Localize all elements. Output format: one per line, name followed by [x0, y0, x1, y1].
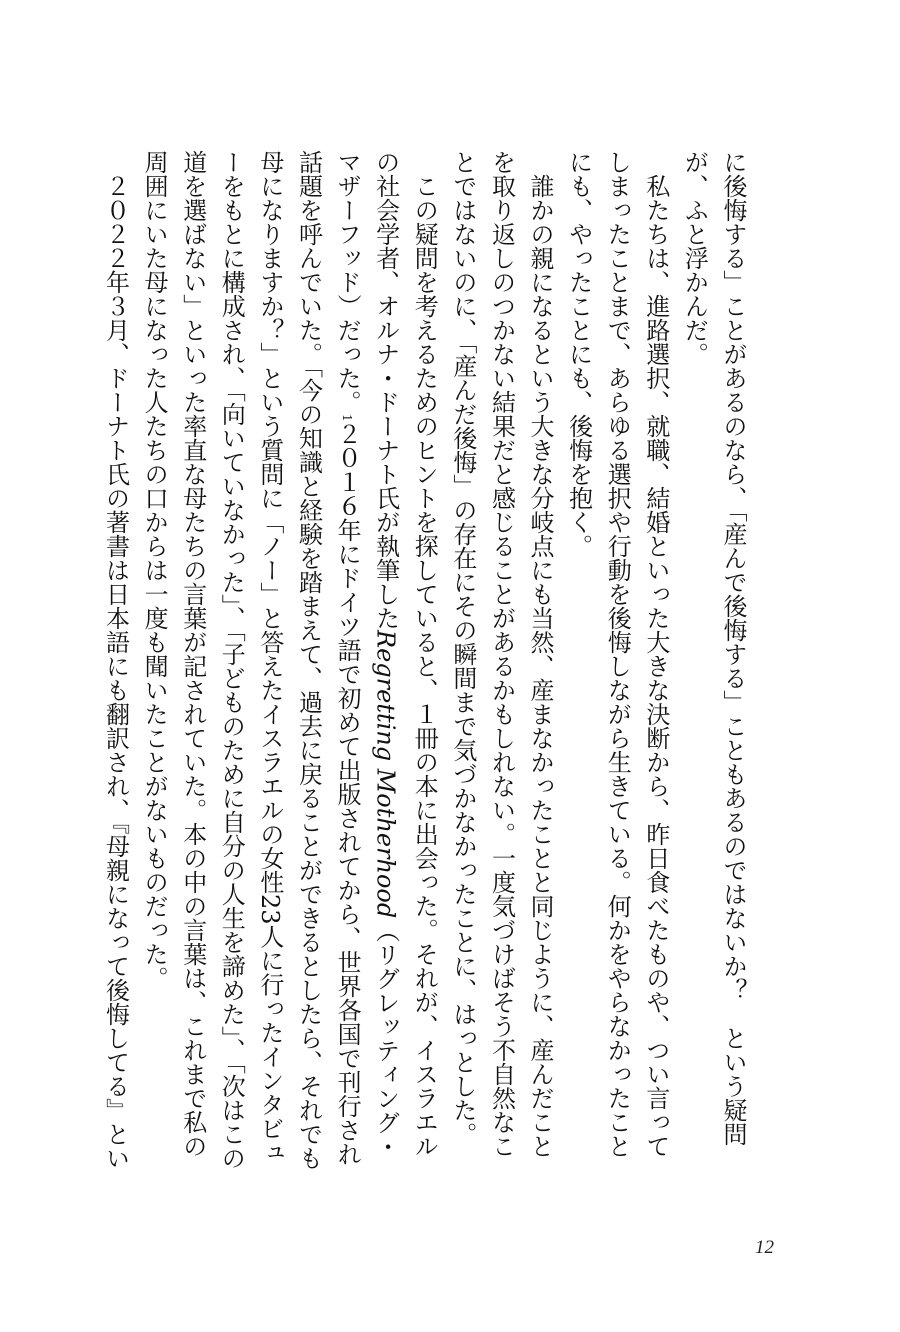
page-number: 12 [755, 1237, 774, 1258]
book-title-latin: Regretting Motherhood [371, 630, 400, 919]
paragraph-3: 誰かの親になるという大きな分岐点にも当然、産まなかったことと同じように、産んだことを取り返しのつかない結果だと感じることがあるかもしれない。一度気づけばそう不自然なことではないのに、「産んだ後悔」の存在にその瞬間まで気づかなかったことに、はっとした。 [448, 150, 555, 1158]
footnote-marker: 1 [340, 414, 355, 422]
paragraph-4-part-b: （リグレッティング・マザーフッド）だった。 [333, 150, 400, 1159]
paragraph-4 [135, 150, 444, 1170]
paragraph-1: に後悔する」ことがあるのなら、「産んで後悔する」こともあるのではないか？ という疑問が、ふと浮かんだ。 [680, 150, 747, 1146]
paragraph-4-part-c: ２０１６年にドイツ語で初めて出版されてから、世界各国で刊行され話題を呼んでいた。「今の知識と経験を踏まえて、過去に戻ることができるとしたら、それでも母になりますか？」という質問に「ノー」と答えたイスラエルの女性23人に行ったインタビューをもとに構成され、「向いていなかった」、「子どものために自分の人生を諦めた」、「次はこの道を選ばない」といった率直な母たちの言葉が記されていた。本の中の言葉は、これまで私の周囲にいた母になった人たちの口からは一度も聞いたことがないものだった。 [140, 150, 362, 1170]
paragraph-2: 私たちは、進路選択、就職、結婚といった大きな決断から、昨日食べたものや、つい言ってしまったことまで、あらゆる選択や行動を後悔しながら生きている。何かをやらなかったことにも、やったことにも、後悔を抱く。 [564, 150, 670, 1158]
paragraph-4-part-a: この疑問を考えるためのヒントを探していると、１冊の本に出会った。それが、イスラエルの社会学者、オルナ・ドーナト氏が執筆した [371, 150, 439, 1158]
paragraph-5: ２０２２年３月、ドーナト氏の著書は日本語にも翻訳され、『母親になって後悔してる』とい [101, 174, 130, 1170]
vertical-text-body [101, 150, 752, 1170]
